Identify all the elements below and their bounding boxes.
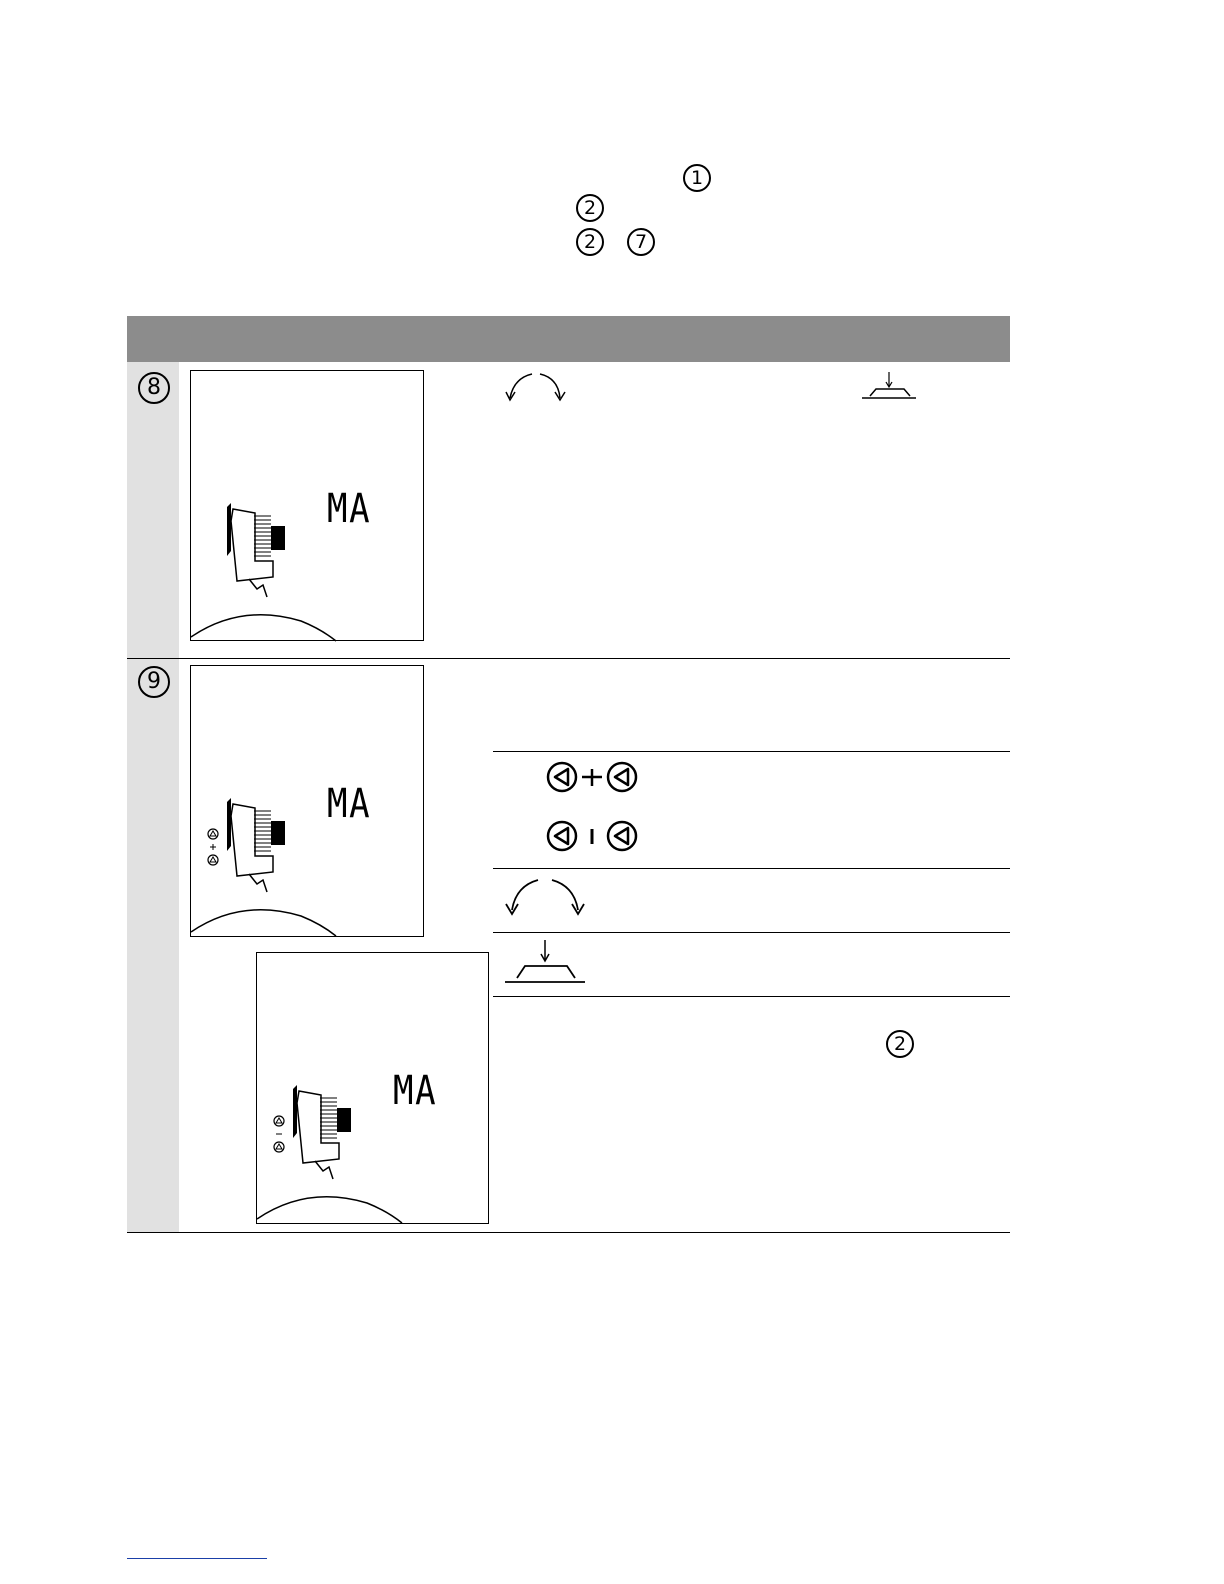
press-knob-icon (503, 938, 589, 988)
step-9-column (127, 659, 179, 1232)
subrow-divider-3 (493, 932, 1010, 933)
device-illustration (191, 371, 425, 642)
ref-circle-7-range-end: 7 (627, 228, 655, 256)
twin-pump-alternating-icon (546, 820, 640, 854)
lcd-text: MA (327, 486, 372, 532)
ref-circle-2-range-start: 2 (576, 228, 604, 256)
press-knob-icon (860, 370, 920, 402)
subrow-divider-4 (493, 996, 1010, 997)
device-illustration (191, 666, 425, 938)
rotate-knob-icon (502, 876, 590, 920)
subrow-divider-1 (493, 751, 1010, 752)
rotate-knob-icon (504, 370, 568, 404)
footer-link-underline[interactable] (127, 1558, 267, 1559)
device-illustration (257, 953, 490, 1225)
step-number-9: 9 (138, 666, 170, 698)
lcd-text: MA (393, 1068, 438, 1114)
ref-circle-2-step9: 2 (886, 1030, 914, 1058)
ref-circle-2: 2 (576, 194, 604, 222)
table-header-band (127, 316, 1010, 362)
lcd-text: MA (327, 781, 372, 827)
row-divider-8-9 (127, 658, 1010, 659)
ref-circle-1: 1 (683, 164, 711, 192)
device-display-panel-step9-bottom (256, 952, 489, 1224)
twin-pump-parallel-icon (546, 761, 640, 795)
table-bottom-line (127, 1232, 1010, 1233)
subrow-divider-2 (493, 868, 1010, 869)
step-number-8: 8 (138, 372, 170, 404)
device-display-panel-step8 (190, 370, 424, 641)
step-8-column (127, 362, 179, 658)
device-display-panel-step9-top (190, 665, 424, 937)
